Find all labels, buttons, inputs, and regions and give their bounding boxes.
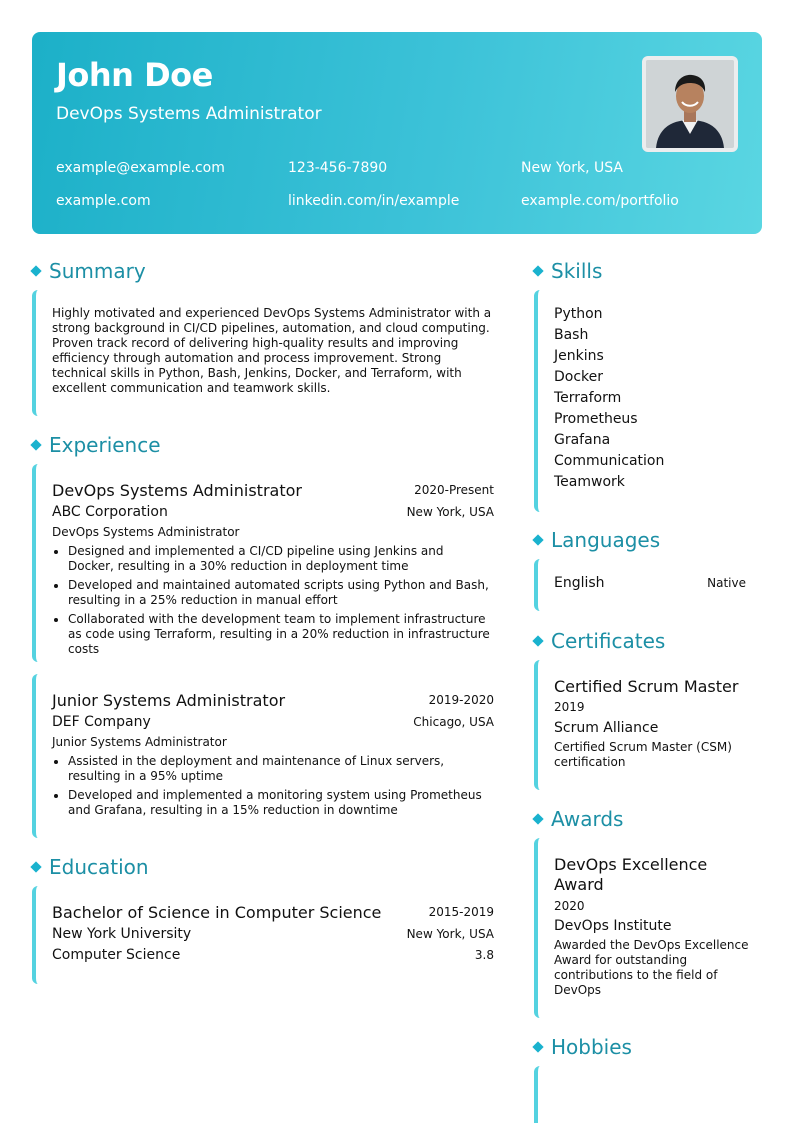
section-title: Education xyxy=(49,855,149,879)
bullet-item: Developed and implemented a monitoring system using Prometheus and Grafana, resulting in a 15% reduction in downtime xyxy=(52,788,492,818)
diamond-icon xyxy=(532,813,543,824)
job-bullets xyxy=(52,754,492,822)
language-level: Native xyxy=(707,576,746,590)
certificate-entry xyxy=(534,660,762,790)
section-title: Skills xyxy=(551,259,603,283)
skills-section xyxy=(534,290,762,512)
section-title: Languages xyxy=(551,528,661,552)
awards-heading xyxy=(534,807,623,831)
skills-list xyxy=(554,304,664,493)
languages-heading xyxy=(534,528,660,552)
skill-item: Python xyxy=(554,306,603,322)
school-location: New York, USA xyxy=(406,927,494,941)
hobbies-section xyxy=(534,1066,762,1123)
contact-email[interactable]: example@example.com xyxy=(56,160,225,176)
certificate-name: Certified Scrum Master xyxy=(554,677,739,696)
award-entry xyxy=(534,838,762,1018)
experience-entry xyxy=(32,674,502,838)
diamond-icon xyxy=(532,534,543,545)
education-dates: 2015-2019 xyxy=(428,905,494,919)
section-title: Summary xyxy=(49,259,146,283)
languages-section xyxy=(534,559,762,611)
job-company: ABC Corporation xyxy=(52,504,168,520)
profile-photo xyxy=(642,56,738,152)
contact-portfolio[interactable]: example.com/portfolio xyxy=(521,193,679,209)
skill-item: Communication xyxy=(554,453,665,469)
diamond-icon xyxy=(532,1041,543,1052)
diamond-icon xyxy=(30,861,41,872)
hobbies-heading xyxy=(534,1035,632,1059)
experience-entry xyxy=(32,464,502,662)
diamond-icon xyxy=(30,439,41,450)
certificate-issuer: Scrum Alliance xyxy=(554,720,659,736)
skill-item: Grafana xyxy=(554,432,611,448)
job-role: Junior Systems Administrator xyxy=(52,691,286,710)
school: New York University xyxy=(52,926,192,942)
bullet-item: Assisted in the deployment and maintenance of Linux servers, resulting in a 95% uptime xyxy=(52,754,492,784)
section-title: Certificates xyxy=(551,629,666,653)
job-subtitle: Junior Systems Administrator xyxy=(52,735,227,749)
bullet-item: Developed and maintained automated scripts using Python and Bash, resulting in a 25% reduction in manual effort xyxy=(52,578,492,608)
degree: Bachelor of Science in Computer Science xyxy=(52,903,382,922)
skill-item: Bash xyxy=(554,327,589,343)
contact-phone[interactable]: 123-456-7890 xyxy=(288,160,388,176)
language-name: English xyxy=(554,575,605,591)
job-dates: 2020-Present xyxy=(414,483,494,497)
bullet-item: Collaborated with the development team to implement infrastructure as code using Terraform, resulting in a 20% reduction in infrastructure costs xyxy=(52,612,492,657)
skill-item: Jenkins xyxy=(554,348,604,364)
skill-item: Teamwork xyxy=(554,474,625,490)
diamond-icon xyxy=(532,265,543,276)
summary-text: Highly motivated and experienced DevOps Systems Administrator with a strong background in CI/CD pipelines, automation, and cloud computing. Proven track record of delivering high-quality results and improving efficiency through automation and process improvement. Strong technical skills in Python, Bash, Jenkins, Docker, and Terraform, with excellent communication and teamwork skills. xyxy=(52,306,492,395)
award-issuer: DevOps Institute xyxy=(554,918,672,934)
avatar-icon xyxy=(646,60,734,148)
resume-header xyxy=(32,32,762,234)
job-dates: 2019-2020 xyxy=(428,693,494,707)
education-entry xyxy=(32,886,502,984)
contact-linkedin[interactable]: linkedin.com/in/example xyxy=(288,193,460,209)
job-location: New York, USA xyxy=(406,505,494,519)
gpa: 3.8 xyxy=(474,948,494,962)
section-title: Awards xyxy=(551,807,624,831)
summary-heading xyxy=(32,259,146,283)
job-role: DevOps Systems Administrator xyxy=(52,481,302,500)
diamond-icon xyxy=(532,635,543,646)
diamond-icon xyxy=(30,265,41,276)
candidate-title: DevOps Systems Administrator xyxy=(56,104,322,124)
bullet-item: Designed and implemented a CI/CD pipeline using Jenkins and Docker, resulting in a 30% reduction in deployment time xyxy=(52,544,492,574)
job-bullets xyxy=(52,544,492,661)
certificate-description: Certified Scrum Master (CSM) certification xyxy=(554,740,732,769)
experience-heading xyxy=(32,433,161,457)
summary-section xyxy=(32,290,502,416)
job-company: DEF Company xyxy=(52,714,151,730)
job-subtitle: DevOps Systems Administrator xyxy=(52,525,240,539)
skills-heading xyxy=(534,259,602,283)
contact-location: New York, USA xyxy=(521,160,623,176)
skill-item: Prometheus xyxy=(554,411,638,427)
candidate-name: John Doe xyxy=(56,56,213,94)
skill-item: Terraform xyxy=(554,390,622,406)
contact-website[interactable]: example.com xyxy=(56,193,151,209)
award-year: 2020 xyxy=(554,899,585,913)
skill-item: Docker xyxy=(554,369,604,385)
section-title: Hobbies xyxy=(551,1035,632,1059)
certificate-year: 2019 xyxy=(554,700,585,714)
job-location: Chicago, USA xyxy=(413,715,494,729)
award-name: DevOps Excellence Award xyxy=(554,855,708,894)
section-title: Experience xyxy=(49,433,161,457)
education-heading xyxy=(32,855,149,879)
field-of-study: Computer Science xyxy=(52,947,181,963)
award-description: Awarded the DevOps Excellence Award for outstanding contributions to the field of DevOps xyxy=(554,938,749,997)
certificates-heading xyxy=(534,629,665,653)
